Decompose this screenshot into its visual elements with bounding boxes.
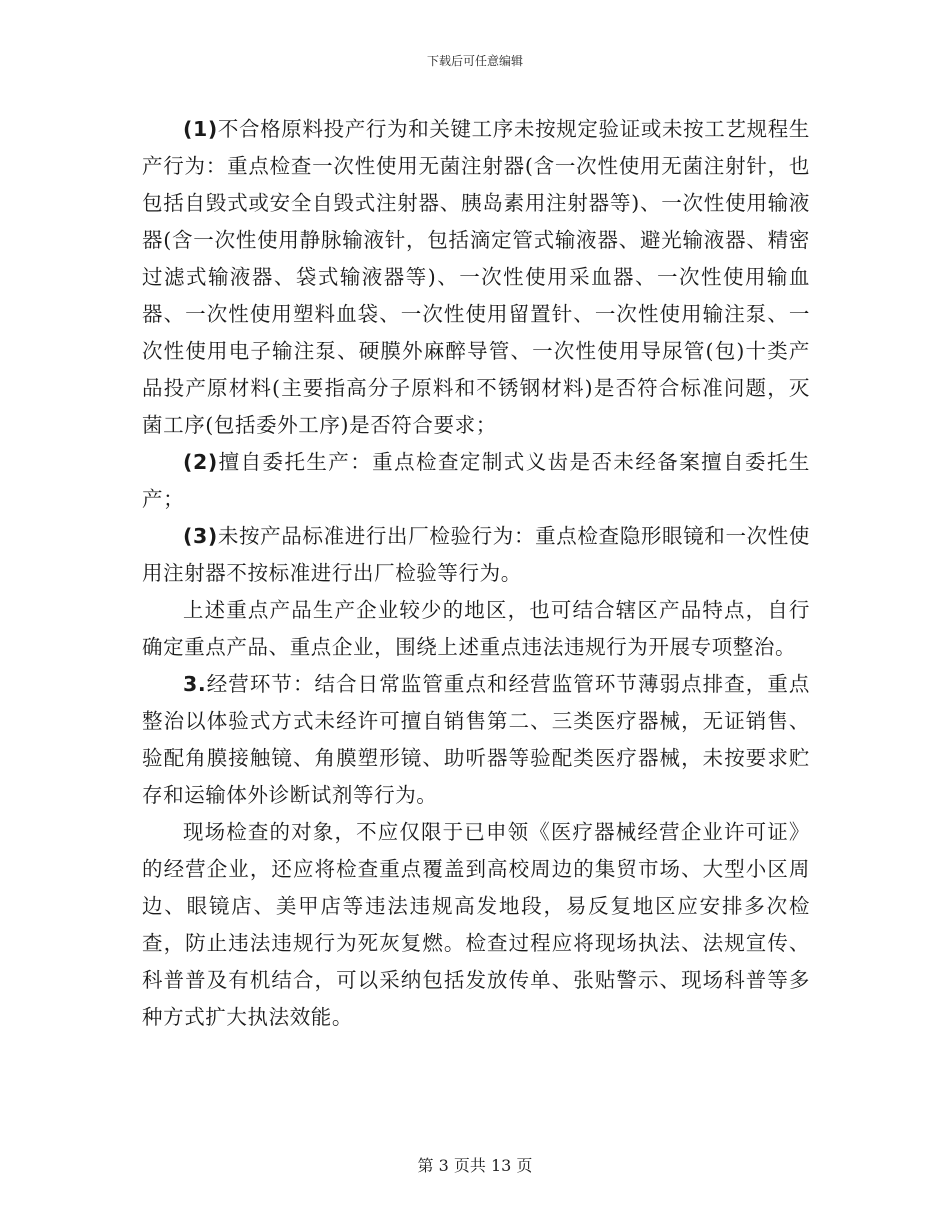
paragraph-factory-inspection bbox=[142, 518, 810, 592]
item-marker: 3. bbox=[183, 672, 207, 696]
page-footer bbox=[0, 1156, 950, 1176]
item-marker: (2) bbox=[183, 450, 218, 474]
paragraph-onsite-inspection bbox=[142, 814, 810, 1036]
paragraph-text: 不合格原料投产行为和关键工序未按规定验证或未按工艺规程生产行为：重点检查一次性使用无菌注射器(含一次性使用无菌注射针，也包括自毁式或安全自毁式注射器、胰岛素用注射器等)、一次性使用输液器(含一次性使用静脉输液针，包括滴定管式输液器、避光输液器、精密过滤式输液器、袋式输液器等)、一次性使用采血器、一次性使用输血器、一次性使用塑料血袋、一次性使用留置针、一次性使用输注泵、一次性使用电子输注泵、硬膜外麻醉导管、一次性使用导尿管(包)十类产品投产原材料(主要指高分子原料和不锈钢材料)是否符合标准问题，灭菌工序(包括委外工序)是否符合要求； bbox=[142, 117, 810, 437]
document-body bbox=[142, 111, 810, 1036]
paragraph-business-link bbox=[142, 666, 810, 814]
paragraph-text: 擅自委托生产：重点检查定制式义齿是否未经备案擅自委托生产； bbox=[142, 450, 810, 511]
paragraph-regional-focus bbox=[142, 592, 810, 666]
item-marker: (1) bbox=[183, 117, 218, 141]
paragraph-text: 上述重点产品生产企业较少的地区，也可结合辖区产品特点，自行确定重点产品、重点企业，围绕上述重点违法违规行为开展专项整治。 bbox=[142, 598, 810, 659]
paragraph-text: 现场检查的对象，不应仅限于已申领《医疗器械经营企业许可证》的经营企业，还应将检查重点覆盖到高校周边的集贸市场、大型小区周边、眼镜店、美甲店等违法违规高发地段，易反复地区应安排多次检查，防止违法违规行为死灰复燃。检查过程应将现场执法、法规宣传、科普普及有机结合，可以采纳包括发放传单、张贴警示、现场科普等多种方式扩大执法效能。 bbox=[142, 820, 810, 1029]
paragraph-unqualified-materials bbox=[142, 111, 810, 444]
paragraph-text: 经营环节：结合日常监管重点和经营监管环节薄弱点排查，重点整治以体验式方式未经许可擅自销售第二、三类医疗器械，无证销售、验配角膜接触镜、角膜塑形镜、助听器等验配类医疗器械，未按要求贮存和运输体外诊断试剂等行为。 bbox=[142, 672, 810, 807]
item-marker: (3) bbox=[183, 524, 218, 548]
page-header bbox=[0, 53, 950, 69]
page-number-label: 第 3 页共 13 页 bbox=[417, 1156, 533, 1175]
paragraph-unauthorized-entrusted-production bbox=[142, 444, 810, 518]
header-note: 下载后可任意编辑 bbox=[426, 54, 523, 68]
paragraph-text: 未按产品标准进行出厂检验行为：重点检查隐形眼镜和一次性使用注射器不按标准进行出厂检验等行为。 bbox=[142, 524, 810, 585]
